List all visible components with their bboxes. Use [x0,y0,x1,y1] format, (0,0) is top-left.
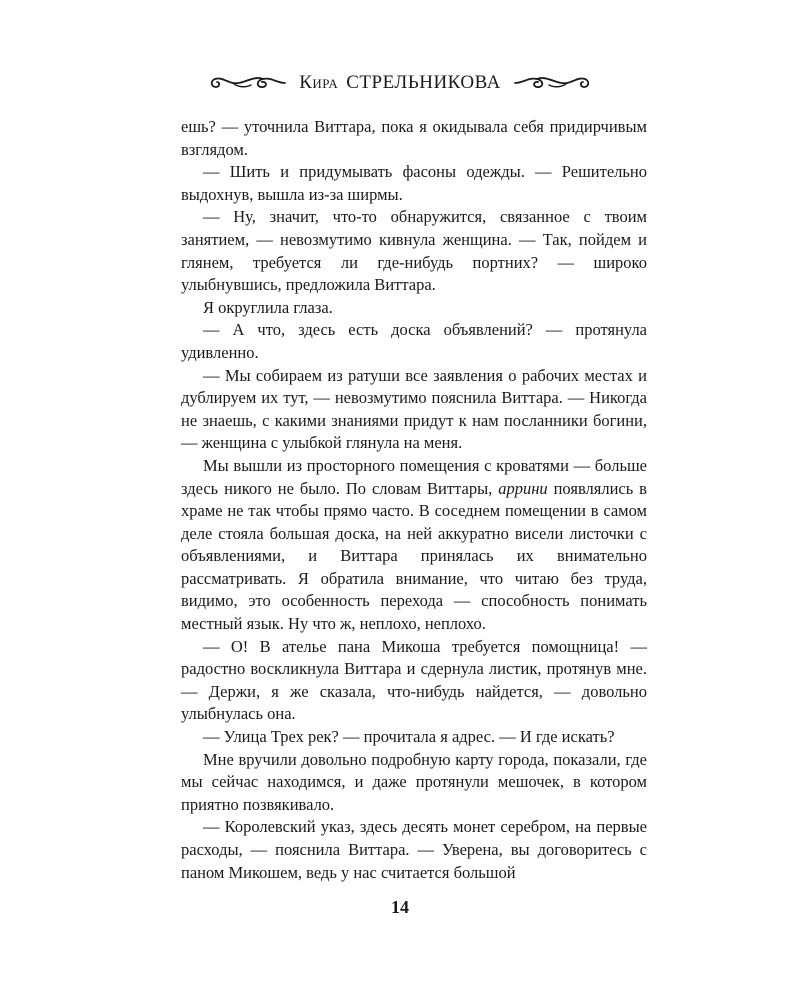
author-first-name: Кира [299,72,339,93]
paragraph: — А что, здесь есть доска объявлений? — протянула удивленно. [181,320,647,362]
flourish-left-icon [207,72,287,94]
italic-term: аррини [498,478,548,498]
paragraph: — Королевский указ, здесь десять монет серебром, на первые расходы, — пояснила Виттара. — Уверена, вы договоритесь с паном Микошем, ведь у нас считается большой [181,817,647,882]
page-number: 14 [391,897,409,917]
paragraph: — О! В ателье пана Микоша требуется помощница! — радостно воскликнула Виттара и сдернула листик, протянув мне. — Держи, я же сказала, что-нибудь найдется, — довольно улыбнулась она. [181,636,647,724]
paragraph: — Мы собираем из ратуши все заявления о рабочих местах и дублируем их тут, — невозмутимо пояснила Виттара. — Никогда не знаешь, с какими знаниями придут к нам посланники богини, — женщина с улыбкой глянула на меня. [181,365,647,453]
paragraph: ешь? — уточнила Виттара, пока я окидывала себя придирчивым взглядом. [181,117,647,159]
flourish-right-icon [513,72,593,94]
paragraph [181,455,647,636]
paragraph: Я округлила глаза. [203,297,333,317]
author-last-name: СТРЕЛЬНИКОВА [346,72,501,93]
paragraph: Мне вручили довольно подробную карту города, показали, где мы сейчас находимся, и даже протянули мешочек, в котором приятно позвякивало. [181,749,647,814]
body-text [181,116,647,884]
paragraph-text: Мы вышли из просторного помещения с кроватями — больше здесь никого не было. По словам Виттары, [181,455,647,498]
paragraph-text: появлялись в храме не так чтобы прямо часто. В соседнем помещении в самом деле стояла большая доска, на ней аккуратно висели листочки с объявлениями, и Виттара принялась их внимательно рассматривать. Я обратила внимание, что читаю без труда, видимо, это особенность перехода — способность понимать местный язык. Ну что ж, неплохо, неплохо. [181,478,647,634]
author-name [299,72,501,94]
paragraph: — Улица Трех рек? — прочитала я адрес. — И где искать? [203,727,615,747]
paragraph: — Шить и придумывать фасоны одежды. — Решительно выдохнув, вышла из-за ширмы. [181,162,647,204]
paragraph: — Ну, значит, что-то обнаружится, связанное с твоим занятием, — невозмутимо кивнула женщина. — Так, пойдем и глянем, требуется ли где-нибудь портних? — широко улыбнувшись, предложила Виттара. [181,207,647,295]
running-header [0,72,800,94]
